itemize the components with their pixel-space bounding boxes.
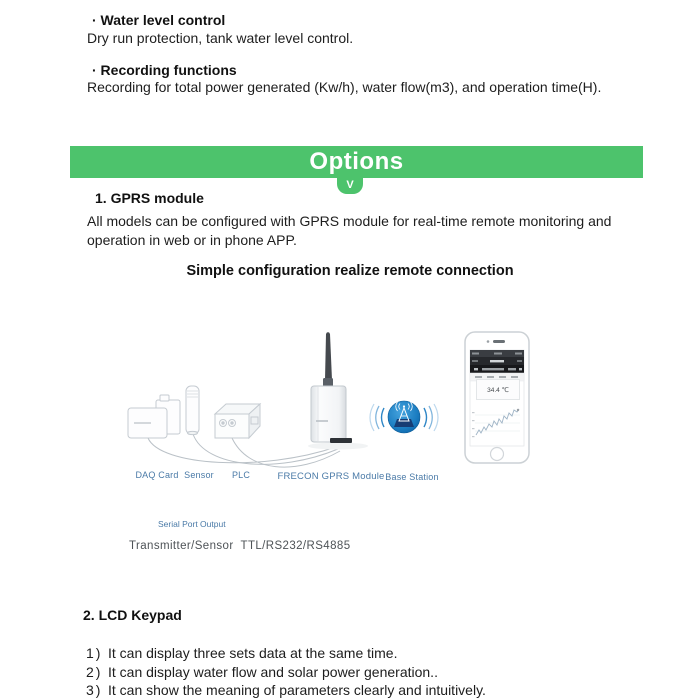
label-daq-card: DAQ Card <box>135 470 179 480</box>
gprs-title: 1. GPRS module <box>95 190 204 206</box>
gprs-body <box>87 212 647 249</box>
water-level-body: Dry run protection, tank water level control. <box>87 30 354 46</box>
gprs-subtitle: Simple configuration realize remote connection <box>186 263 514 279</box>
phone-temperature-value <box>476 379 520 400</box>
list-item-number: 2) <box>86 663 103 680</box>
gprs-module-illustration <box>308 332 368 449</box>
list-item-text: It can display three sets data at the same time. <box>108 645 398 661</box>
phone-temperature-text: 34.4 ℃ <box>487 386 509 394</box>
lcd-keypad-title: 2. LCD Keypad <box>83 607 182 623</box>
list-item <box>86 681 646 700</box>
daq-card-illustration <box>128 395 180 438</box>
recording-body: Recording for total power generated (Kw/h), water flow(m3), and operation time(H). <box>87 79 602 95</box>
lcd-feature-list <box>86 644 646 700</box>
gprs-body-line2: operation in web or in phone APP. <box>87 231 297 248</box>
options-banner-label: Options <box>309 148 404 175</box>
list-item <box>86 663 646 682</box>
chevron-down-icon: V <box>337 178 363 194</box>
base-station-icon <box>388 401 420 433</box>
label-gprs-module: FRECON GPRS Module <box>277 471 385 482</box>
list-item-number: 1) <box>86 645 103 661</box>
label-sensor: Sensor <box>184 470 214 480</box>
water-level-title: · Water level control <box>92 12 226 28</box>
list-item-number: 3) <box>86 682 103 698</box>
transmitter-interface-label: Transmitter/Sensor TTL/RS232/RS4885 <box>129 540 351 552</box>
options-banner <box>70 146 643 178</box>
gprs-body-line1: All models can be configured with GPRS module for real-time remote monitoring and <box>87 213 612 229</box>
label-base-station: Base Station <box>385 472 439 482</box>
label-plc: PLC <box>231 470 251 480</box>
plc-illustration <box>215 404 260 438</box>
gprs-connection-diagram <box>0 320 700 570</box>
list-item-text: It can show the meaning of parameters clearly and intuitively. <box>108 682 486 698</box>
serial-port-output-label: Serial Port Output <box>158 519 226 529</box>
recording-title: · Recording functions <box>92 62 237 78</box>
list-item <box>86 644 646 663</box>
sensor-illustration <box>186 386 199 435</box>
list-item-text: It can display water flow and solar power generation.. <box>108 663 438 680</box>
